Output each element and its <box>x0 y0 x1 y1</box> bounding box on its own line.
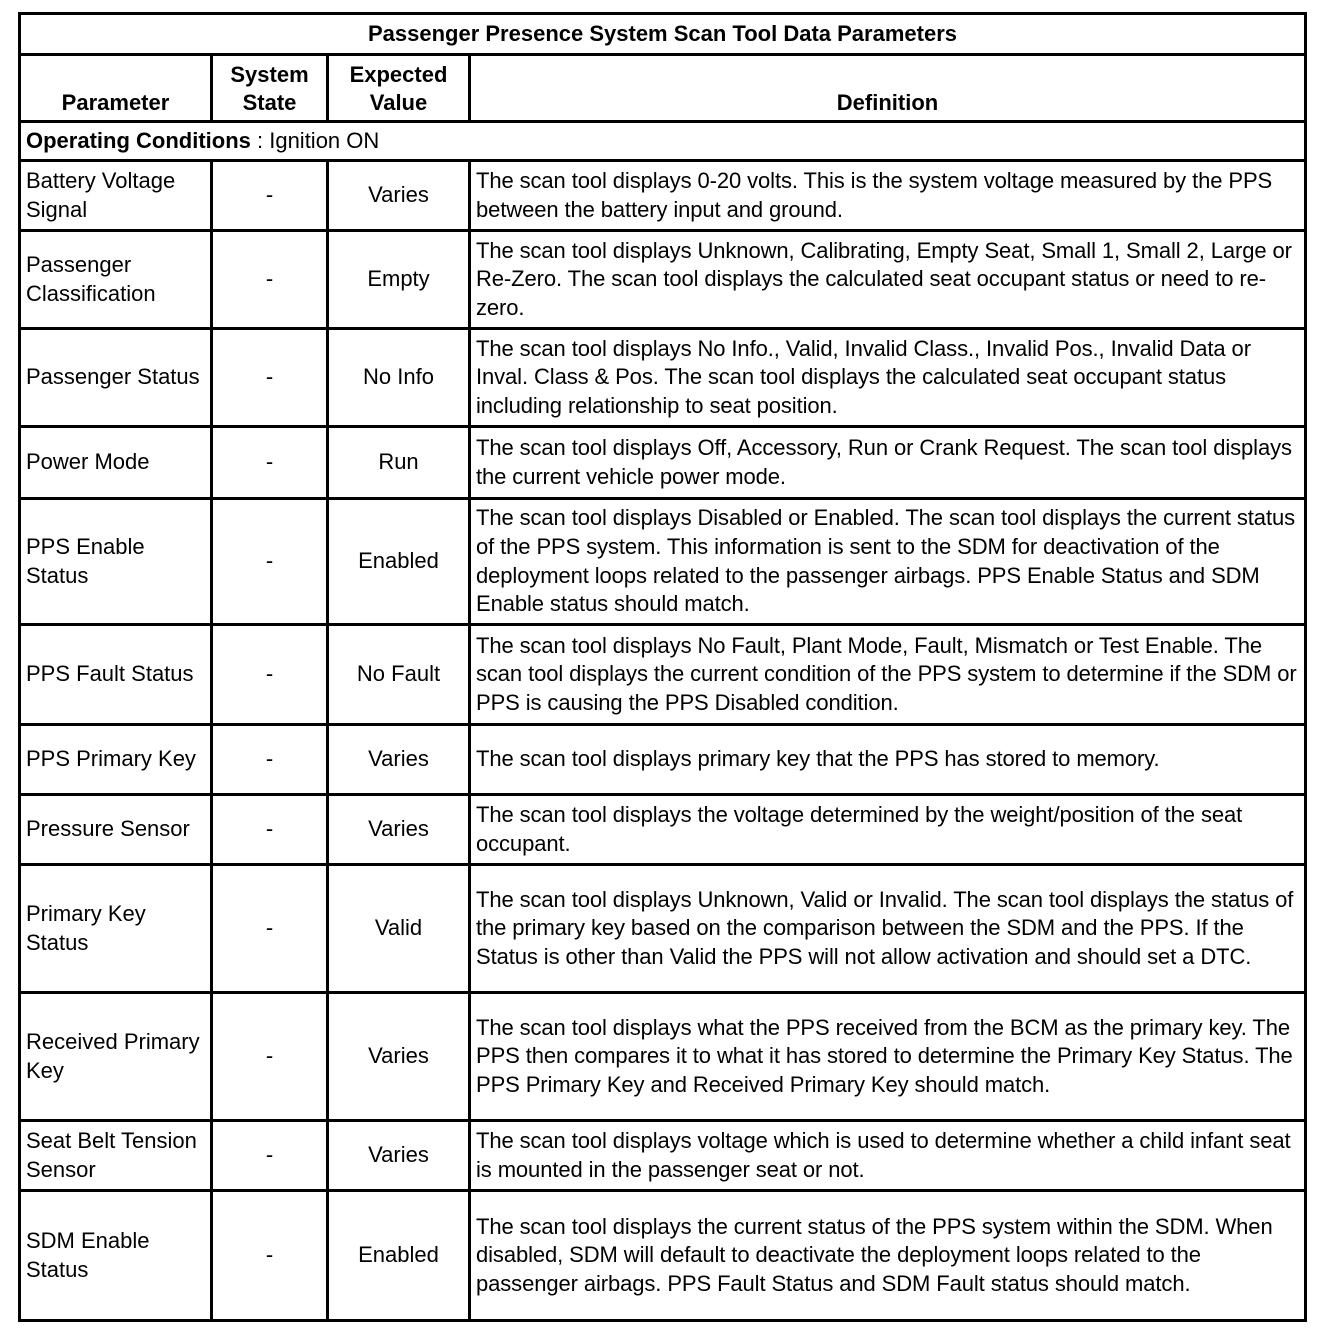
header-system-state: System State <box>212 55 328 122</box>
system-state-cell: - <box>212 329 328 427</box>
table-row <box>20 427 1306 499</box>
system-state-cell: - <box>212 865 328 993</box>
table-row <box>20 725 1306 795</box>
system-state-cell: - <box>212 625 328 725</box>
definition-cell: The scan tool displays what the PPS received from the BCM as the primary key. The PPS then compares it to what it has stored to determine the Primary Key Status. The PPS Primary Key and Received Primary Key should match. <box>470 993 1306 1121</box>
table-row <box>20 231 1306 329</box>
operating-conditions-label: Operating Conditions <box>26 127 251 153</box>
table-row <box>20 499 1306 625</box>
parameter-cell: SDM Enable Status <box>20 1191 212 1321</box>
parameter-cell: Battery Voltage Signal <box>20 161 212 231</box>
system-state-cell: - <box>212 993 328 1121</box>
expected-value-cell: Empty <box>328 231 470 329</box>
expected-value-cell: No Fault <box>328 625 470 725</box>
operating-conditions-value: : Ignition ON <box>250 127 380 153</box>
parameter-cell: Passenger Classification <box>20 231 212 329</box>
definition-cell: The scan tool displays 0-20 volts. This is the system voltage measured by the PPS between the battery input and ground. <box>470 161 1306 231</box>
expected-value-cell: No Info <box>328 329 470 427</box>
expected-value-cell: Run <box>328 427 470 499</box>
expected-value-cell: Varies <box>328 993 470 1121</box>
expected-value-cell: Varies <box>328 795 470 865</box>
scan-tool-data-table <box>18 12 1307 1322</box>
parameter-cell: PPS Primary Key <box>20 725 212 795</box>
table-row <box>20 161 1306 231</box>
parameter-cell: Primary Key Status <box>20 865 212 993</box>
operating-conditions <box>20 122 1306 161</box>
system-state-cell: - <box>212 161 328 231</box>
table-row <box>20 1191 1306 1321</box>
parameter-cell: Seat Belt Tension Sensor <box>20 1121 212 1191</box>
definition-cell: The scan tool displays primary key that the PPS has stored to memory. <box>470 725 1306 795</box>
table-row <box>20 625 1306 725</box>
definition-cell: The scan tool displays Off, Accessory, Run or Crank Request. The scan tool displays the current vehicle power mode. <box>470 427 1306 499</box>
table-title: Passenger Presence System Scan Tool Data Parameters <box>20 14 1306 55</box>
parameter-cell: Received Primary Key <box>20 993 212 1121</box>
parameter-cell: PPS Fault Status <box>20 625 212 725</box>
system-state-cell: - <box>212 1121 328 1191</box>
definition-cell: The scan tool displays Unknown, Valid or Invalid. The scan tool displays the status of the primary key based on the comparison between the SDM and the PPS. If the Status is other than Valid the PPS will not allow activation and should set a DTC. <box>470 865 1306 993</box>
definition-cell: The scan tool displays the current status of the PPS system within the SDM. When disabled, SDM will default to deactivate the deployment loops related to the passenger airbags. PPS Fault Status and SDM Fault status should match. <box>470 1191 1306 1321</box>
table-row <box>20 865 1306 993</box>
expected-value-cell: Valid <box>328 865 470 993</box>
header-expected-value: Expected Value <box>328 55 470 122</box>
parameter-cell: Pressure Sensor <box>20 795 212 865</box>
system-state-cell: - <box>212 795 328 865</box>
parameter-cell: Passenger Status <box>20 329 212 427</box>
expected-value-cell: Enabled <box>328 1191 470 1321</box>
parameter-cell: Power Mode <box>20 427 212 499</box>
definition-cell: The scan tool displays voltage which is used to determine whether a child infant seat is mounted in the passenger seat or not. <box>470 1121 1306 1191</box>
definition-cell: The scan tool displays No Info., Valid, Invalid Class., Invalid Pos., Invalid Data or Inval. Class & Pos. The scan tool displays the calculated seat occupant status including relationship to seat position. <box>470 329 1306 427</box>
system-state-cell: - <box>212 499 328 625</box>
table-row <box>20 993 1306 1121</box>
definition-cell: The scan tool displays the voltage determined by the weight/position of the seat occupant. <box>470 795 1306 865</box>
definition-cell: The scan tool displays No Fault, Plant Mode, Fault, Mismatch or Test Enable. The scan tool displays the current condition of the PPS system to determine if the SDM or PPS is causing the PPS Disabled condition. <box>470 625 1306 725</box>
system-state-cell: - <box>212 427 328 499</box>
definition-cell: The scan tool displays Unknown, Calibrating, Empty Seat, Small 1, Small 2, Large or Re-Zero. The scan tool displays the calculated seat occupant status or need to re-zero. <box>470 231 1306 329</box>
system-state-cell: - <box>212 231 328 329</box>
table-row <box>20 1121 1306 1191</box>
system-state-cell: - <box>212 725 328 795</box>
header-definition: Definition <box>470 55 1306 122</box>
table-row <box>20 329 1306 427</box>
expected-value-cell: Enabled <box>328 499 470 625</box>
expected-value-cell: Varies <box>328 161 470 231</box>
expected-value-cell: Varies <box>328 725 470 795</box>
expected-value-cell: Varies <box>328 1121 470 1191</box>
system-state-cell: - <box>212 1191 328 1321</box>
header-parameter: Parameter <box>20 55 212 122</box>
definition-cell: The scan tool displays Disabled or Enabled. The scan tool displays the current status of the PPS system. This information is sent to the SDM for deactivation of the deployment loops related to the passenger airbags. PPS Enable Status and SDM Enable status should match. <box>470 499 1306 625</box>
parameter-cell: PPS Enable Status <box>20 499 212 625</box>
table-row <box>20 795 1306 865</box>
